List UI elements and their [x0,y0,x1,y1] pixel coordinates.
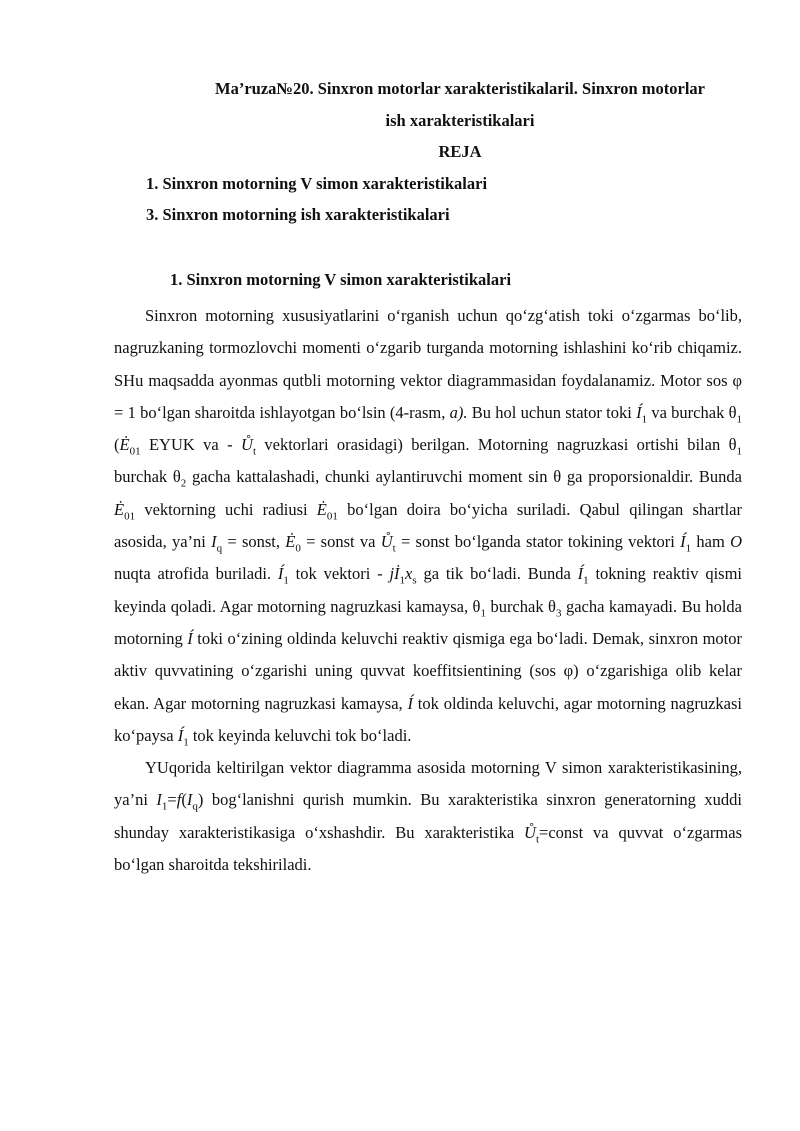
subscript: 1 [583,574,589,587]
subscript: 1 [283,574,289,587]
symbol-emf: Ė [285,532,296,552]
text-run: tok keyinda keluvchi tok bo‘ladi. [188,725,412,745]
subscript: 1 [736,413,742,426]
symbol-voltage: Ů [380,532,393,552]
subscript: 1 [736,445,742,458]
symbol-f: f [176,790,182,810]
subscript: t [392,542,396,555]
plan-item-1: 1. Sinxron motorning V simon xarakteristikalari [146,174,488,193]
text-run: va burchak θ [647,402,737,422]
subscript: q [216,542,223,555]
text-run-italic: a). [449,402,468,422]
text-run: ga tik bo‘ladi. Bunda [416,564,578,584]
subscript: 2 [180,477,187,490]
text-run: ) bog‘lanishni qurish mumkin. Bu xarakteristika sinxron generatorning xuddi shunday xarakteristikasiga o‘xshashdir. Bu xarakteristika [114,790,743,842]
symbol-emf: Ė [119,435,130,455]
text-run: Sinxron motorning xususiyatlarini o‘rganish uchun qo‘zg‘atish toki o‘zgarmas bo‘lib, nagruzkaning tormozlovchi momenti o‘zgarib turganda motorning ishlashini ko‘rib chiqamiz. SHu maqsadda ayonmas qutbli motorning vektor diagrammasidan foydalanamiz. Motor sos φ = 1 bo‘lgan sharoitda ishlayotgan bo‘lsin (4-rasm, [114,306,742,422]
text-run: vektorlari orasidagi) berilgan. Motorning nagruzkasi ortishi bilan θ [256,435,737,455]
symbol-current: I [186,790,193,810]
text-run: toki o‘zining oldinda keluvchi reaktiv qismiga ega bo‘ladi. Demak, sinxron motor aktiv quvvatining o‘zgarishi uning quvvat koeffitsientining (sos φ) o‘zgarishiga olib kelar ekan. Agar motorning nagruzkasi kamaysa, [114,628,743,713]
paragraph-1 [114,300,742,752]
text-run: tok vektori - [288,564,390,584]
paragraph-2 [114,752,742,881]
text-run: = sonst, [222,532,286,552]
subscript: q [192,800,198,813]
subscript: 01 [129,445,141,458]
subscript: 01 [326,510,338,523]
lecture-title-line2: ish xarakteristikalari [385,111,535,130]
symbol-current: I [156,790,162,810]
subscript: 1 [641,413,648,426]
symbol-point: O [730,532,742,552]
text-run: bo‘lgan doira bo‘yicha suriladi. Qabul qilingan shartlar asosida, ya’ni [114,499,742,552]
text-run: vektorning uchi radiusi [135,499,317,519]
subscript: 1 [161,800,168,813]
symbol-current: Í [636,402,642,422]
symbol-current: Í [407,693,413,713]
symbol-current: Í [577,564,584,584]
text-run: ham [691,532,731,552]
text-run: burchak θ [485,596,556,616]
subscript: 1 [685,542,692,555]
text-run: = [167,790,177,810]
text-run: burchak θ [114,467,181,487]
subscript: t [535,833,540,846]
text-run: Bu hol uchun stator toki [467,402,637,422]
text-run: tok oldinda keluvchi, agar motorning nagruzkasi ko‘paysa [114,693,742,745]
subscript: 01 [124,510,136,523]
subscript: 1 [480,606,486,619]
symbol-x: x [405,564,413,584]
text-run: = sonst bo‘lganda stator tokining vektori [395,532,681,552]
body-text [114,300,742,881]
symbol-current: Í [177,725,184,745]
text-run: tokning reaktiv qismi keyinda qoladi. Agar motorning nagruzkasi kamaysa, θ [114,564,742,616]
text-run: ( [114,435,120,455]
text-run: = sonst va [300,532,381,552]
text-run: ( [181,790,187,810]
text-run: =const va quvvat o‘zgarmas bo‘lgan sharoitda tekshiriladi. [114,822,742,875]
lecture-title-line1: Ma’ruza№20. Sinxron motorlar xarakteristikalaril. Sinxron motorlar [215,79,705,98]
symbol-emf: Ė [114,499,125,519]
subscript: 1 [183,736,189,749]
subscript: s [412,574,417,587]
symbol-voltage: Ů [524,822,536,842]
symbol-jI: jİ [389,564,400,584]
plan-item-2: 3. Sinxron motorning ish xarakteristikalari [146,205,450,224]
symbol-current: Í [680,532,686,552]
text-run: EYUK va - [140,435,242,455]
text-run: gacha kamayadi. Bu holda motorning [114,596,742,648]
symbol-voltage: Ů [241,435,253,455]
plan-heading: REJA [438,142,482,161]
subscript: t [252,445,257,458]
text-run: nuqta atrofida buriladi. [114,564,278,584]
section-heading: 1. Sinxron motorning V simon xarakteristikalari [170,270,512,289]
symbol-current: Í [277,564,284,584]
symbol-emf: Ė [316,499,327,519]
subscript: 0 [295,542,301,555]
text-run: YUqorida keltirilgan vektor diagramma asosida motorning V simon xarakteristikasining, ya’ni [114,758,742,810]
subscript: 1 [399,574,406,587]
symbol-current: Í [187,628,193,648]
symbol-current: I [211,532,217,552]
text-run: gacha kattalashadi, chunki aylantiruvchi moment sin θ ga proporsionaldir. Bunda [186,467,742,487]
subscript: 3 [555,606,562,619]
